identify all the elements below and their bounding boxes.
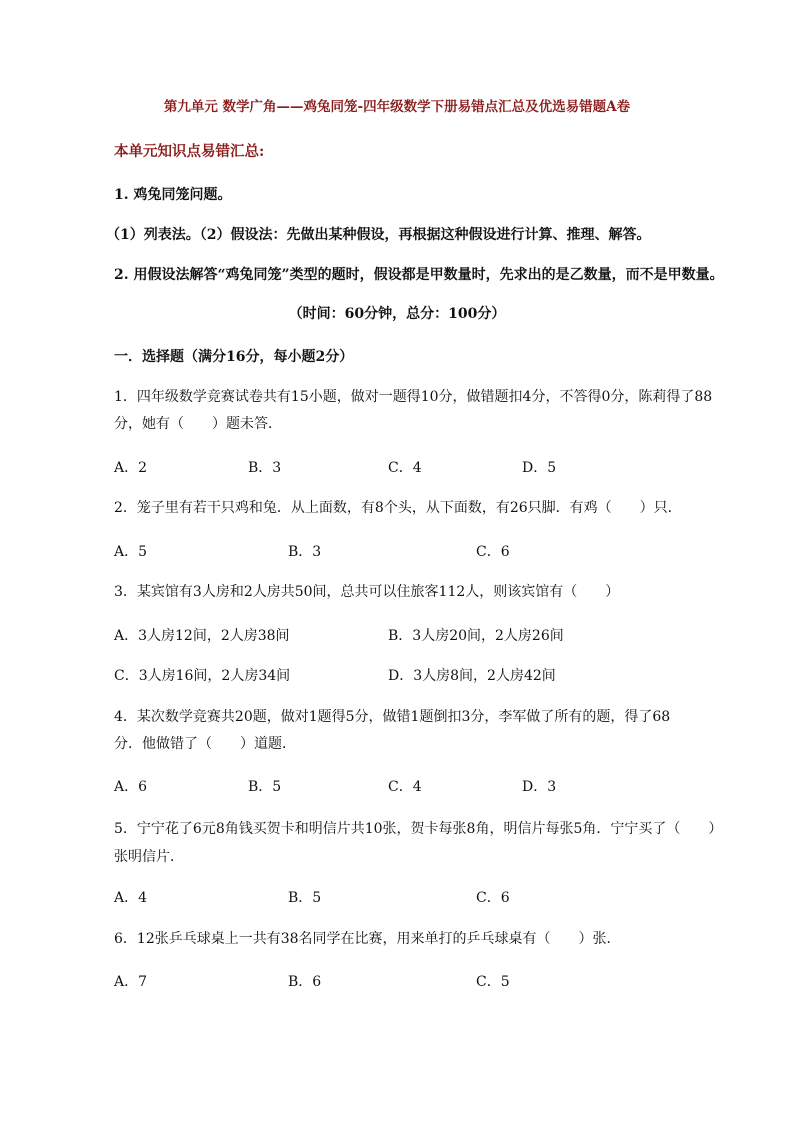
question-3-line-1: 3．某宾馆有3人房和2人房共50间，总共可以住旅客112人，则该宾馆有（ ）: [114, 584, 620, 600]
question-3-option-b[interactable]: B．3人房20间，2人房26间: [388, 628, 564, 644]
question-6-line-1: 6．12张乒乓球桌上一共有38名同学在比赛，用来单打的乒乓球桌有（ ）张．: [114, 931, 621, 947]
point-1-methods: （1）列表法。（2）假设法：先做出某种假设，再根据这种假设进行计算、推理、解答。: [106, 227, 651, 243]
document-title: 第九单元 数学广角——鸡兔同笼-四年级数学下册易错点汇总及优选易错题A卷: [163, 99, 631, 115]
question-4-option-d[interactable]: D．3: [522, 779, 557, 795]
question-5-option-c[interactable]: C．6: [476, 890, 510, 906]
question-2-option-c[interactable]: C．6: [476, 544, 510, 560]
question-5-option-a[interactable]: A．4: [114, 890, 148, 906]
question-1-line-2-text: 分，她有（ ）题未答．: [114, 416, 282, 432]
question-2-option-b[interactable]: B．3: [288, 544, 322, 560]
time-info: （时间：60分钟，总分：100分）: [288, 306, 506, 322]
question-4-line-2: 分．他做错了（ ）道题．: [114, 736, 296, 752]
question-3-option-d[interactable]: D．3人房8间，2人房42间: [388, 668, 556, 684]
question-4-option-b[interactable]: B．5: [248, 779, 282, 795]
question-5-option-b[interactable]: B．5: [288, 890, 322, 906]
question-4-option-a[interactable]: A．6: [114, 779, 148, 795]
question-6-option-b[interactable]: B．6: [288, 974, 322, 990]
question-1-line-2: [114, 413, 282, 433]
summary-heading: 本单元知识点易错汇总:: [114, 143, 265, 160]
question-2-option-a[interactable]: A．5: [114, 544, 148, 560]
question-1-option-b[interactable]: B．3: [248, 460, 282, 476]
question-1-option-a[interactable]: A．2: [114, 460, 148, 476]
question-5-line-1: 5．宁宁花了6元8角钱买贺卡和明信片共10张，贺卡每张8角，明信片每张5角．宁宁买了（ ）: [114, 821, 723, 837]
point-1: 1. 鸡兔同笼问题。: [114, 187, 232, 203]
question-1-line-1: 1．四年级数学竞赛试卷共有15小题，做对一题得10分，做错题扣4分，不答得0分，陈莉得了88: [114, 389, 713, 405]
question-1-option-d[interactable]: D．5: [522, 460, 557, 476]
section-heading: 一．选择题（满分16分，每小题2分）: [114, 349, 354, 365]
question-3-option-c[interactable]: C．3人房16间，2人房34间: [114, 668, 291, 684]
question-2-line-1: 2．笼子里有若干只鸡和兔．从上面数，有8个头，从下面数，有26只脚．有鸡（ ）只．: [114, 500, 682, 516]
question-5-line-2: 张明信片．: [114, 849, 184, 865]
question-3-option-a[interactable]: A．3人房12间，2人房38间: [114, 628, 290, 644]
question-6-option-c[interactable]: C．5: [476, 974, 510, 990]
question-4-line-1: 4．某次数学竞赛共20题，做对1题得5分，做错1题倒扣3分，李军做了所有的题，得了68: [114, 709, 671, 725]
question-1-option-c[interactable]: C．4: [388, 460, 422, 476]
question-4-option-c[interactable]: C．4: [388, 779, 422, 795]
point-2: 2. 用假设法解答“鸡兔同笼”类型的题时，假设都是甲数量时，先求出的是乙数量，而不是甲数量。: [114, 267, 724, 283]
question-6-option-a[interactable]: A．7: [114, 974, 148, 990]
